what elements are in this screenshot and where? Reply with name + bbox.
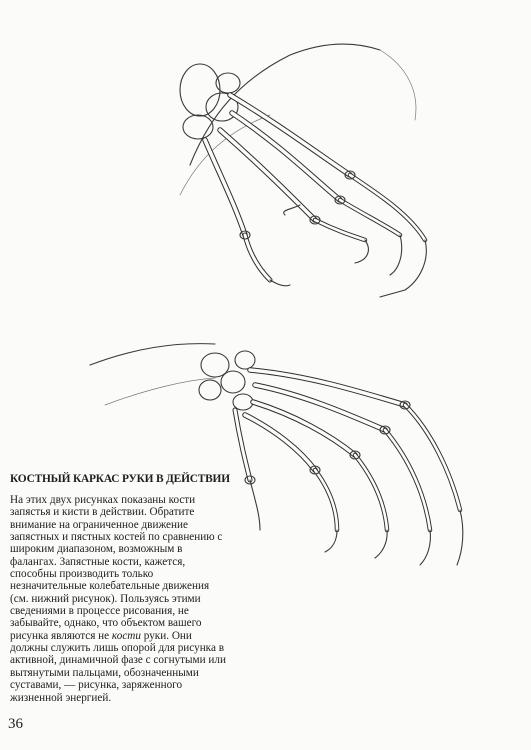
caption-line: (см. нижний рисунок). Пользуясь этими [10, 592, 201, 605]
caption-line: внимание на ограниченное движение [10, 518, 188, 531]
caption-line: запястья и кисти в действии. Обратите [10, 506, 195, 519]
caption-text: руки. Они [140, 629, 192, 642]
caption-line: запястных и пястных костей по сравнению с [10, 531, 223, 544]
caption-line: широким диапазоном, возможным в [10, 543, 183, 556]
caption-block [10, 473, 250, 704]
page-number: 36 [8, 716, 23, 732]
caption-line: жизненной энергией. [10, 691, 112, 704]
caption-line: На этих двух рисунках показаны кости [10, 494, 196, 506]
caption-text: рисунка являются не [10, 629, 112, 642]
caption-line: забывайте, однако, что объектом вашего [10, 617, 202, 630]
hand-skeleton-top-illustration [150, 35, 460, 315]
caption-line: сведениями в процессе рисования, не [10, 605, 189, 618]
caption-line: вытянутыми пальцами, обозначенными [10, 666, 199, 679]
caption-title: КОСТНЫЙ КАРКАС РУКИ В ДЕЙСТВИИ [10, 473, 230, 485]
caption-line: активной, динамичной фазе с согнутыми или [10, 654, 226, 667]
caption-line: суставами, — рисунка, заряженного [10, 679, 183, 692]
caption-line: должны служить лишь опорой для рисунка в [10, 642, 224, 655]
caption-body [10, 494, 250, 704]
caption-line [10, 630, 250, 642]
caption-line: незначительные колебательные движения [10, 580, 210, 593]
caption-emphasis: кости [111, 629, 141, 642]
caption-line: фалангах. Запястные кости, кажется, [10, 555, 186, 568]
caption-line: способны производить только [10, 568, 154, 581]
